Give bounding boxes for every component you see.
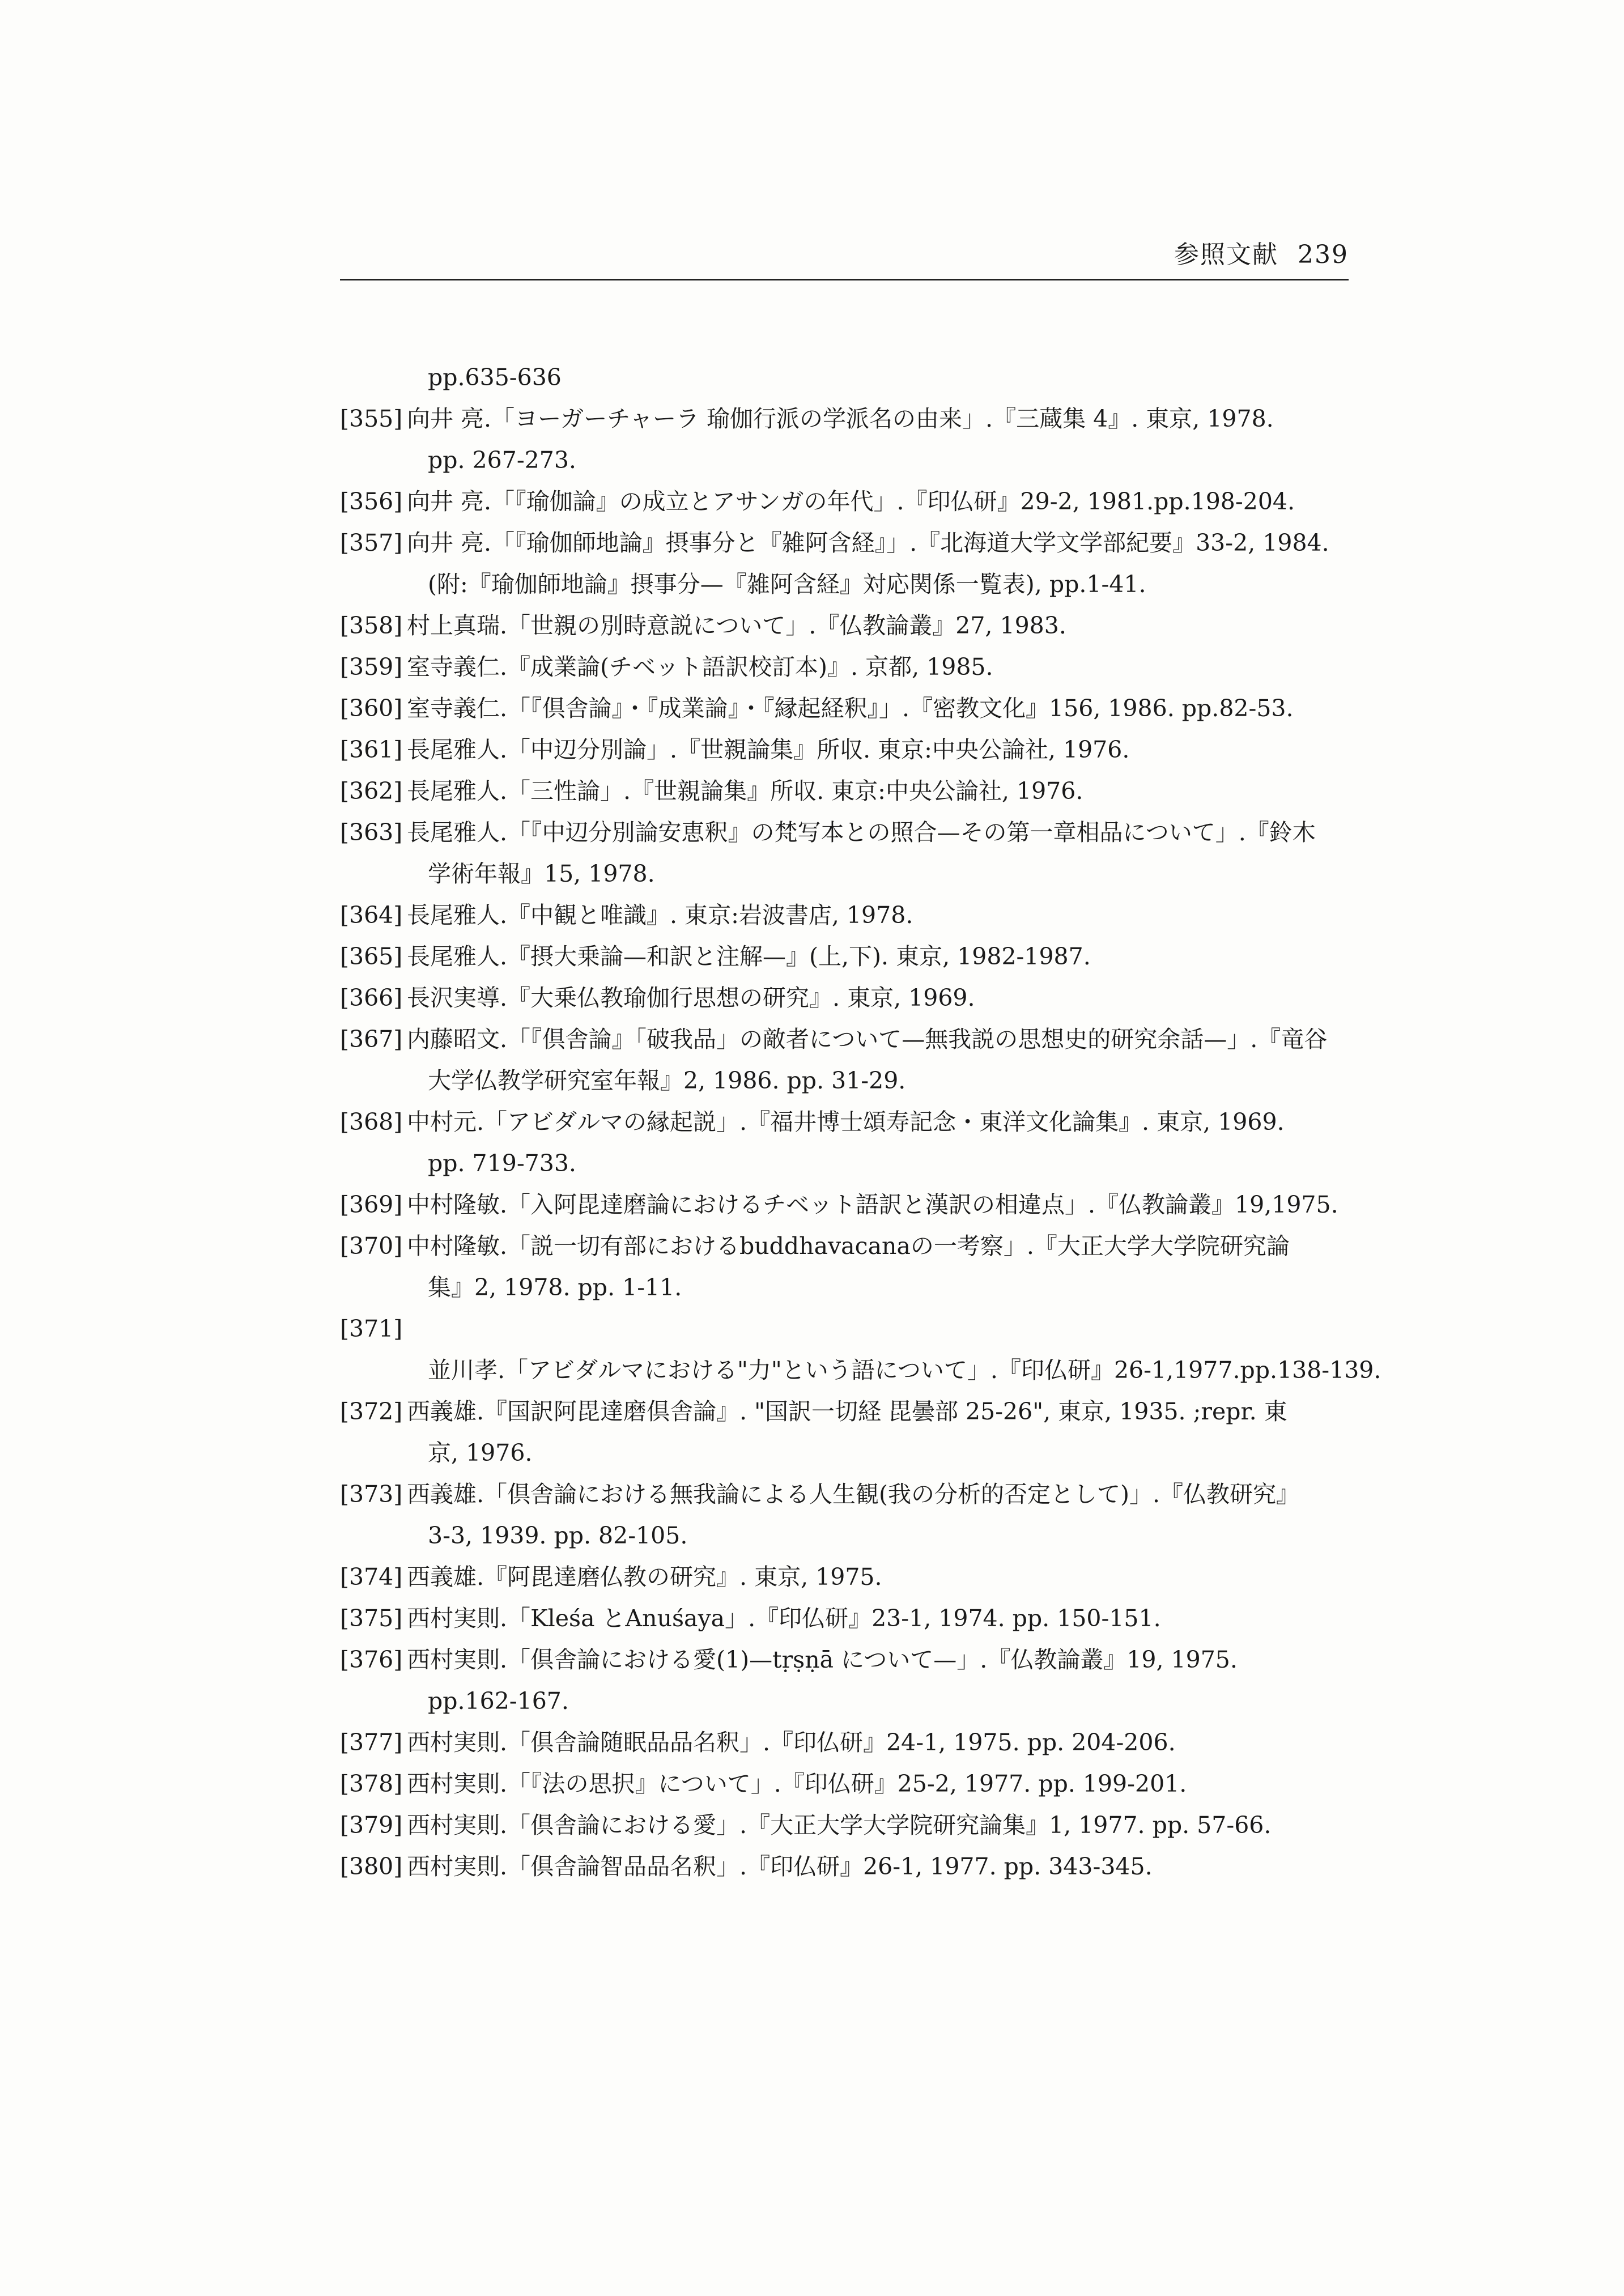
reference-text <box>407 1191 1338 1218</box>
reference-text <box>407 1853 1153 1880</box>
reference-entry <box>340 1846 1360 1887</box>
reference-number: [376] <box>340 1646 403 1673</box>
reference-line: 京, 1976. <box>428 1439 533 1466</box>
reference-entry <box>340 398 1360 481</box>
reference-number: [361] <box>340 736 403 763</box>
reference-entry <box>340 605 1360 647</box>
reference-entry <box>340 1308 1381 1391</box>
reference-entry <box>340 1557 1360 1598</box>
reference-entry <box>340 1598 1360 1639</box>
reference-text <box>407 1646 1360 1722</box>
reference-line: 西義雄.「倶舎論における無我論による人生観(我の分析的否定として)」.『仏教研究』 <box>407 1481 1300 1508</box>
reference-text <box>407 1729 1176 1756</box>
reference-line: 中村隆敏.「入阿毘達磨論におけるチベット語訳と漢訳の相違点」.『仏教論叢』19,1975. <box>407 1191 1338 1218</box>
reference-entry <box>340 1391 1360 1474</box>
reference-number: [355] <box>340 405 403 432</box>
reference-number: [360] <box>340 695 403 722</box>
reference-entry <box>340 522 1360 605</box>
reference-entry <box>340 895 1360 936</box>
reference-text <box>407 1232 1360 1308</box>
reference-line: 長尾雅人.『中観と唯識』. 東京:岩波書店, 1978. <box>407 902 913 929</box>
reference-line: 西村実則.「『法の思択』について」.『印仏研』25-2, 1977. pp. 199-201. <box>407 1770 1187 1797</box>
header-rule <box>340 279 1349 280</box>
reference-text <box>407 612 1066 639</box>
reference-number: [357] <box>340 529 403 556</box>
reference-text <box>428 1357 1381 1384</box>
reference-line: 向井 亮.「『瑜伽論』の成立とアサンガの年代」.『印仏研』29-2, 1981.pp.198-204. <box>407 488 1295 515</box>
reference-line: 集』2, 1978. pp. 1-11. <box>428 1274 682 1301</box>
reference-text <box>407 943 1091 970</box>
reference-text <box>407 984 975 1011</box>
reference-number: [370] <box>340 1232 403 1260</box>
reference-number: [375] <box>340 1605 403 1632</box>
reference-text <box>407 1770 1187 1797</box>
page-number: 239 <box>1298 240 1349 269</box>
reference-number: [359] <box>340 653 403 681</box>
reference-line: 西村実則.「倶舎論智品品名釈」.『印仏研』26-1, 1977. pp. 343-345. <box>407 1853 1153 1880</box>
reference-text <box>407 1812 1271 1839</box>
reference-line: 大学仏教学研究室年報』2, 1986. pp. 31-29. <box>428 1067 906 1094</box>
reference-entry <box>340 977 1360 1019</box>
reference-text <box>407 695 1294 722</box>
reference-line: 内藤昭文.「『倶舎論』「破我品」の敵者について—無我説の思想史的研究余話—」.『竜谷 <box>407 1026 1328 1053</box>
reference-line: 西村実則.「倶舎論における愛(1)—tṛṣṇā について—」.『仏教論叢』19, 1975. <box>407 1646 1238 1673</box>
reference-number: [368] <box>340 1108 403 1136</box>
reference-line: 並川孝.「アビダルマにおける"力"という語について」.『印仏研』26-1,1977.pp.138-139. <box>428 1357 1381 1384</box>
reference-number: [380] <box>340 1853 403 1880</box>
reference-line: 学術年報』15, 1978. <box>428 860 655 887</box>
header-title: 参照文献 <box>1174 240 1279 269</box>
reference-text <box>407 902 913 929</box>
reference-line: 3-3, 1939. pp. 82-105. <box>428 1522 688 1549</box>
reference-entry <box>340 812 1360 895</box>
reference-number: [363] <box>340 819 403 846</box>
reference-line: pp. 719-733. <box>428 1150 576 1177</box>
reference-entry <box>340 647 1360 688</box>
reference-number: [369] <box>340 1191 403 1218</box>
reference-line: 長沢実導.『大乗仏教瑜伽行思想の研究』. 東京, 1969. <box>407 984 975 1011</box>
reference-number: [374] <box>340 1563 403 1591</box>
reference-line: 向井 亮.「ヨーガーチャーラ 瑜伽行派の学派名の由来」.『三蔵集 4』. 東京, 1978. <box>407 405 1274 432</box>
reference-number: [372] <box>340 1398 403 1425</box>
reference-number: [365] <box>340 943 403 970</box>
reference-entries <box>340 398 1381 1887</box>
reference-entry <box>340 1474 1360 1557</box>
reference-entry <box>340 1805 1360 1846</box>
reference-text <box>407 1398 1360 1474</box>
reference-line: 西義雄.『国訳阿毘達磨倶舎論』. "国訳一切経 毘曇部 25-26", 東京, 1935. ;repr. 東 <box>407 1398 1287 1425</box>
reference-line: pp.162-167. <box>428 1687 569 1715</box>
reference-line: 中村隆敏.「説一切有部におけるbuddhavacanaの一考察」.『大正大学大学院研究論 <box>407 1232 1290 1260</box>
reference-line: 長尾雅人.「中辺分別論」.『世親論集』所収. 東京:中央公論社, 1976. <box>407 736 1130 763</box>
reference-text <box>407 1026 1360 1102</box>
reference-number: [373] <box>340 1481 403 1508</box>
reference-line: 室寺義仁.『成業論(チベット語訳校訂本)』. 京都, 1985. <box>407 653 993 681</box>
reference-text <box>407 1605 1161 1632</box>
reference-line: 長尾雅人.『摂大乗論—和訳と注解—』(上,下). 東京, 1982-1987. <box>407 943 1091 970</box>
reference-entry <box>340 688 1360 729</box>
reference-text <box>407 529 1360 605</box>
reference-entry <box>340 729 1360 771</box>
reference-text <box>407 653 993 681</box>
reference-entry <box>340 1722 1360 1763</box>
reference-entry <box>340 1226 1360 1308</box>
reference-text <box>407 1481 1360 1557</box>
reference-text <box>407 819 1360 895</box>
reference-line: 室寺義仁.「『倶舎論』・『成業論』・『縁起経釈』」.『密教文化』156, 1986. pp.82-53. <box>407 695 1294 722</box>
reference-line: 西村実則.「倶舎論随眠品品名釈」.『印仏研』24-1, 1975. pp. 204-206. <box>407 1729 1176 1756</box>
reference-text <box>407 405 1360 481</box>
reference-entry <box>340 481 1360 522</box>
reference-number: [378] <box>340 1770 403 1797</box>
reference-line: 向井 亮.「『瑜伽師地論』摂事分と『雑阿含経』」.『北海道大学文学部紀要』33-2, 1984. <box>407 529 1329 556</box>
reference-entry <box>340 771 1360 812</box>
reference-number: [362] <box>340 777 403 805</box>
reference-entry <box>340 1763 1360 1805</box>
reference-entry <box>340 936 1360 977</box>
reference-text <box>407 488 1295 515</box>
reference-number: [371] <box>340 1315 403 1342</box>
reference-number: [356] <box>340 488 403 515</box>
header-text <box>1174 238 1349 272</box>
reference-text <box>407 1563 882 1591</box>
reference-line: (附:『瑜伽師地論』摂事分—『雑阿含経』対応関係一覧表), pp.1-41. <box>428 571 1146 598</box>
reference-number: [366] <box>340 984 403 1011</box>
reference-line: 長尾雅人.「三性論」.『世親論集』所収. 東京:中央公論社, 1976. <box>407 777 1083 805</box>
continuation-line: pp.635-636 <box>428 364 562 391</box>
reference-entry <box>340 1102 1360 1184</box>
reference-line: 村上真瑞.「世親の別時意説について」.『仏教論叢』27, 1983. <box>407 612 1066 639</box>
reference-number: [367] <box>340 1026 403 1053</box>
reference-text <box>407 777 1083 805</box>
reference-number: [379] <box>340 1812 403 1839</box>
reference-entry <box>340 1184 1360 1226</box>
reference-entry <box>340 1019 1360 1102</box>
reference-line: 長尾雅人.「『中辺分別論安恵釈』の梵写本との照合—その第一章相品について」.『鈴木 <box>407 819 1316 846</box>
reference-line: 西義雄.『阿毘達磨仏教の研究』. 東京, 1975. <box>407 1563 882 1591</box>
reference-text <box>407 736 1129 763</box>
reference-entry <box>340 1639 1360 1722</box>
reference-list <box>340 357 1381 1887</box>
reference-line: 西村実則.「Kleśa とAnuśaya」.『印仏研』23-1, 1974. pp. 150-151. <box>407 1605 1161 1632</box>
reference-text <box>407 1108 1360 1184</box>
reference-line: pp. 267-273. <box>428 447 576 474</box>
reference-line: 中村元.「アビダルマの縁起説」.『福井博士頌寿記念・東洋文化論集』. 東京, 1969. <box>407 1108 1285 1136</box>
reference-number: [364] <box>340 902 403 929</box>
running-header <box>340 238 1349 283</box>
reference-number: [377] <box>340 1729 403 1756</box>
reference-line: 西村実則.「倶舎論における愛」.『大正大学大学院研究論集』1, 1977. pp. 57-66. <box>407 1812 1272 1839</box>
reference-number: [358] <box>340 612 403 639</box>
